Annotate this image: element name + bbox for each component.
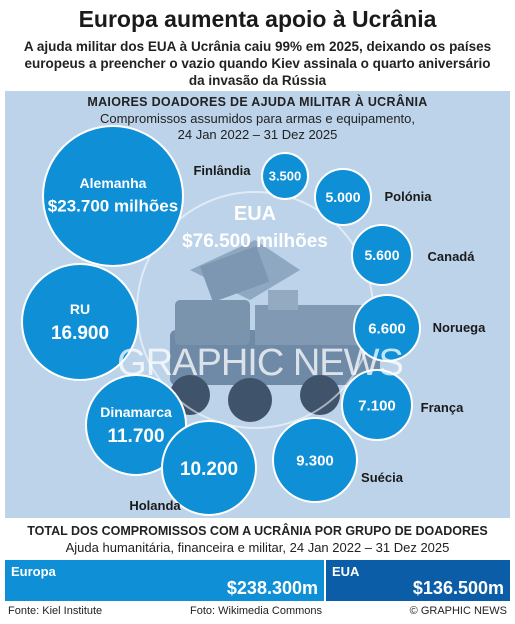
us-total-bar xyxy=(326,560,510,601)
bubble-value-dinamarca: 11.700 xyxy=(107,426,165,448)
copyright: © GRAPHIC NEWS xyxy=(409,605,507,617)
source-credit: Fonte: Kiel Institute xyxy=(8,605,103,617)
bubble-name-polonia: Polónia xyxy=(384,189,432,204)
us-total-name: EUA xyxy=(332,564,360,579)
bubble-name-suecia: Suécia xyxy=(361,470,403,485)
donors-panel-subtitle-line1: Compromissos assumidos para armas e equipamento, xyxy=(99,111,416,126)
totals-title: TOTAL DOS COMPROMISSOS COM A UCRÂNIA POR GRUPO DE DOADORES xyxy=(27,524,488,538)
bubble-name-alemanha: Alemanha xyxy=(79,175,147,191)
donors-panel-title: MAIORES DOADORES DE AJUDA MILITAR À UCRÂNIA xyxy=(87,95,428,109)
bubble-name-eua: EUA xyxy=(233,203,277,225)
photo-credit: Foto: Wikimedia Commons xyxy=(190,605,323,617)
bubble-name-holanda: Holanda xyxy=(129,498,181,513)
bubble-name-canada: Canadá xyxy=(427,249,475,264)
bubble-value-canada: 5.600 xyxy=(364,247,400,264)
bubble-value-holanda: 10.200 xyxy=(179,458,239,480)
totals-subtitle: Ajuda humanitária, financeira e militar, 24 Jan 2022 – 31 Dez 2025 xyxy=(65,540,450,555)
bubble-value-finlandia: 3.500 xyxy=(268,168,302,184)
bubble-value-noruega: 6.600 xyxy=(368,320,406,338)
europe-total-bar xyxy=(5,560,324,601)
bubble-name-franca: França xyxy=(420,400,464,415)
bubble-name-noruega: Noruega xyxy=(432,320,486,335)
bubble-name-finlandia: Finlândia xyxy=(193,163,251,178)
bubble-name-dinamarca: Dinamarca xyxy=(100,404,172,420)
europe-total-name: Europa xyxy=(11,564,56,579)
bubble-name-ru: RU xyxy=(69,301,91,317)
europe-total-value: $238.300m xyxy=(226,578,318,598)
page-title: Europa aumenta apoio à Ucrânia xyxy=(78,6,437,32)
bubble-value-ru: 16.900 xyxy=(50,323,110,345)
bubble-value-suecia: 9.300 xyxy=(296,452,334,470)
watermark: GRAPHIC NEWS xyxy=(117,342,403,384)
bubble-value-eua: $76.500 milhões xyxy=(182,231,328,252)
bubble-value-franca: 7.100 xyxy=(358,397,396,415)
bubble-value-polonia: 5.000 xyxy=(325,189,361,206)
us-total-value: $136.500m xyxy=(412,578,504,598)
bubble-value-alemanha: $23.700 milhões xyxy=(47,196,179,216)
donors-panel-subtitle-line2: 24 Jan 2022 – 31 Dez 2025 xyxy=(177,127,338,142)
page-subtitle: A ajuda militar dos EUA à Ucrânia caiu 99% em 2025, deixando os países europeus a preencher o vazio quando Kiev assinala o quarto aniversário da invasão da Rússia xyxy=(23,39,492,88)
